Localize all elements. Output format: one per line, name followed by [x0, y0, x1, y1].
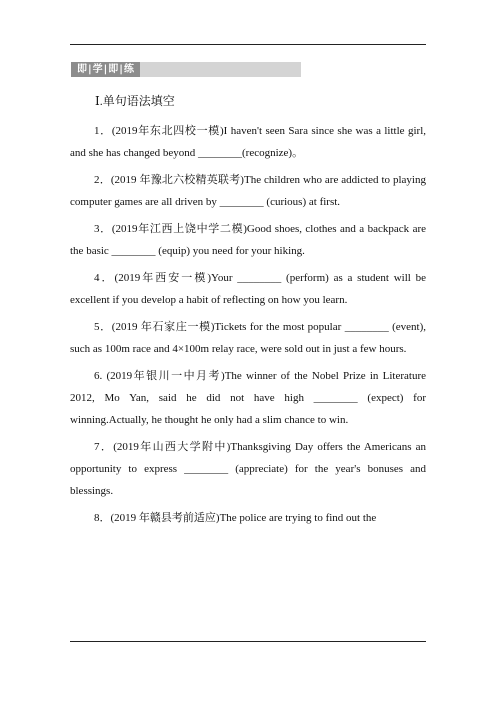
section-bar	[71, 62, 301, 77]
question-3: 3．(2019年江西上饶中学二模)Good shoes, clothes and a backpack are the basic ________ (equip) you need for your hiking.	[70, 223, 426, 257]
section-label: 即|学|即|练	[71, 62, 140, 77]
question-2: 2．(2019 年豫北六校精英联考)The children who are addicted to playing computer games are all driven by ________ (curious) at first.	[70, 174, 426, 208]
question-7: 7．(2019年山西大学附中)Thanksgiving Day offers the Americans an opportunity to express ________ (appreciate) for the year's bonuses and blessings.	[70, 441, 426, 497]
questions-list	[70, 120, 426, 534]
question-8: 8．(2019 年赣县考前适应)The police are trying to find out the	[94, 512, 377, 524]
header-rule	[70, 44, 426, 45]
exercise-heading: Ⅰ.单句语法填空	[95, 94, 175, 108]
question-4: 4．(2019年西安一模)Your ________ (perform) as a student will be excellent if you develop a habit of reflecting on how you learn.	[70, 272, 426, 306]
question-5: 5．(2019 年石家庄一模)Tickets for the most popular ________ (event), such as 100m race and 4×100m relay race, were sold out in just a few hours.	[70, 321, 426, 355]
question-6: 6. (2019年银川一中月考)The winner of the Nobel Prize in Literature 2012, Mo Yan, said he did not have high ________ (expect) for winning.Actually, he thought he only had a slim chance to win.	[70, 370, 426, 426]
footer-rule	[70, 641, 426, 642]
section-bar-fill	[140, 62, 301, 77]
question-1: 1．(2019年东北四校一模)I haven't seen Sara since she was a little girl, and she has changed beyond ________(recognize)。	[70, 125, 426, 159]
